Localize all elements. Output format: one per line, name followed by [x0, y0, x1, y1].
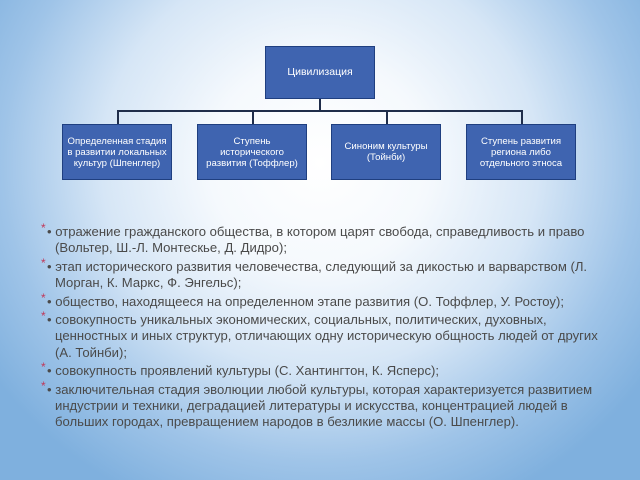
- connector-child-3: [386, 110, 388, 124]
- child-label-2: Ступень исторического развития (Тоффлер): [206, 135, 298, 169]
- bullet-asterisk: *: [41, 290, 46, 305]
- connector-child-2: [252, 110, 254, 124]
- definition-item: [41, 255, 607, 292]
- connector-root-down: [319, 99, 321, 110]
- definition-item: [41, 378, 607, 431]
- definition-text: • заключительная стадия эволюции любой культуры, которая характеризуется развитием индустрии и техники, деградацией литературы и искусства, концентрацией людей в больших городах, превращением народов в безликие массы (О. Шпенглер).: [47, 381, 593, 430]
- bullet-asterisk: *: [41, 221, 46, 235]
- diagram-root-node: [265, 46, 375, 99]
- diagram-child-node-4: [466, 124, 576, 180]
- diagram-child-node-2: [197, 124, 307, 180]
- definition-text: • совокупность проявлений культуры (С. Хантингтон, К. Ясперс);: [47, 363, 439, 379]
- root-label: Цивилизация: [287, 66, 353, 78]
- connector-child-4: [521, 110, 523, 124]
- definition-item: [41, 221, 607, 257]
- bullet-asterisk: *: [41, 378, 46, 393]
- definition-text: • общество, находящееся на определенном этапе развития (О. Тоффлер, У. Ростоу);: [47, 293, 564, 309]
- child-label-3: Синоним культуры (Тойнби): [344, 141, 428, 163]
- connector-child-1: [117, 110, 119, 124]
- child-label-4: Ступень развития региона либо отдельного этноса: [479, 135, 563, 169]
- diagram-child-node-3: [331, 124, 441, 180]
- definition-text: • отражение гражданского общества, в котором царят свобода, справедливость и право (Вольтер, Ш.-Л. Монтескье, Д. Дидро);: [47, 224, 585, 256]
- definition-text: • этап исторического развития человечества, следующий за дикостью и варварством (Л. Морган, К. Маркс, Ф. Энгельс);: [47, 258, 588, 291]
- definition-item: [41, 309, 607, 361]
- child-label-1: Определенная стадия в развитии локальных культур (Шпенглер): [67, 135, 167, 169]
- definition-item: [41, 360, 607, 379]
- bullet-asterisk: *: [41, 255, 46, 270]
- connector-horizontal: [117, 110, 522, 112]
- bullet-asterisk: *: [41, 309, 46, 324]
- definition-text: • совокупность уникальных экономических, социальных, политических, духовных, ценностных и иных структур, отличающих одну историческую общность людей от других (А. Тойнби);: [47, 312, 598, 360]
- diagram-child-node-1: [62, 124, 172, 180]
- bullet-asterisk: *: [41, 360, 46, 375]
- definition-item: [41, 290, 607, 310]
- definition-list: [41, 221, 607, 433]
